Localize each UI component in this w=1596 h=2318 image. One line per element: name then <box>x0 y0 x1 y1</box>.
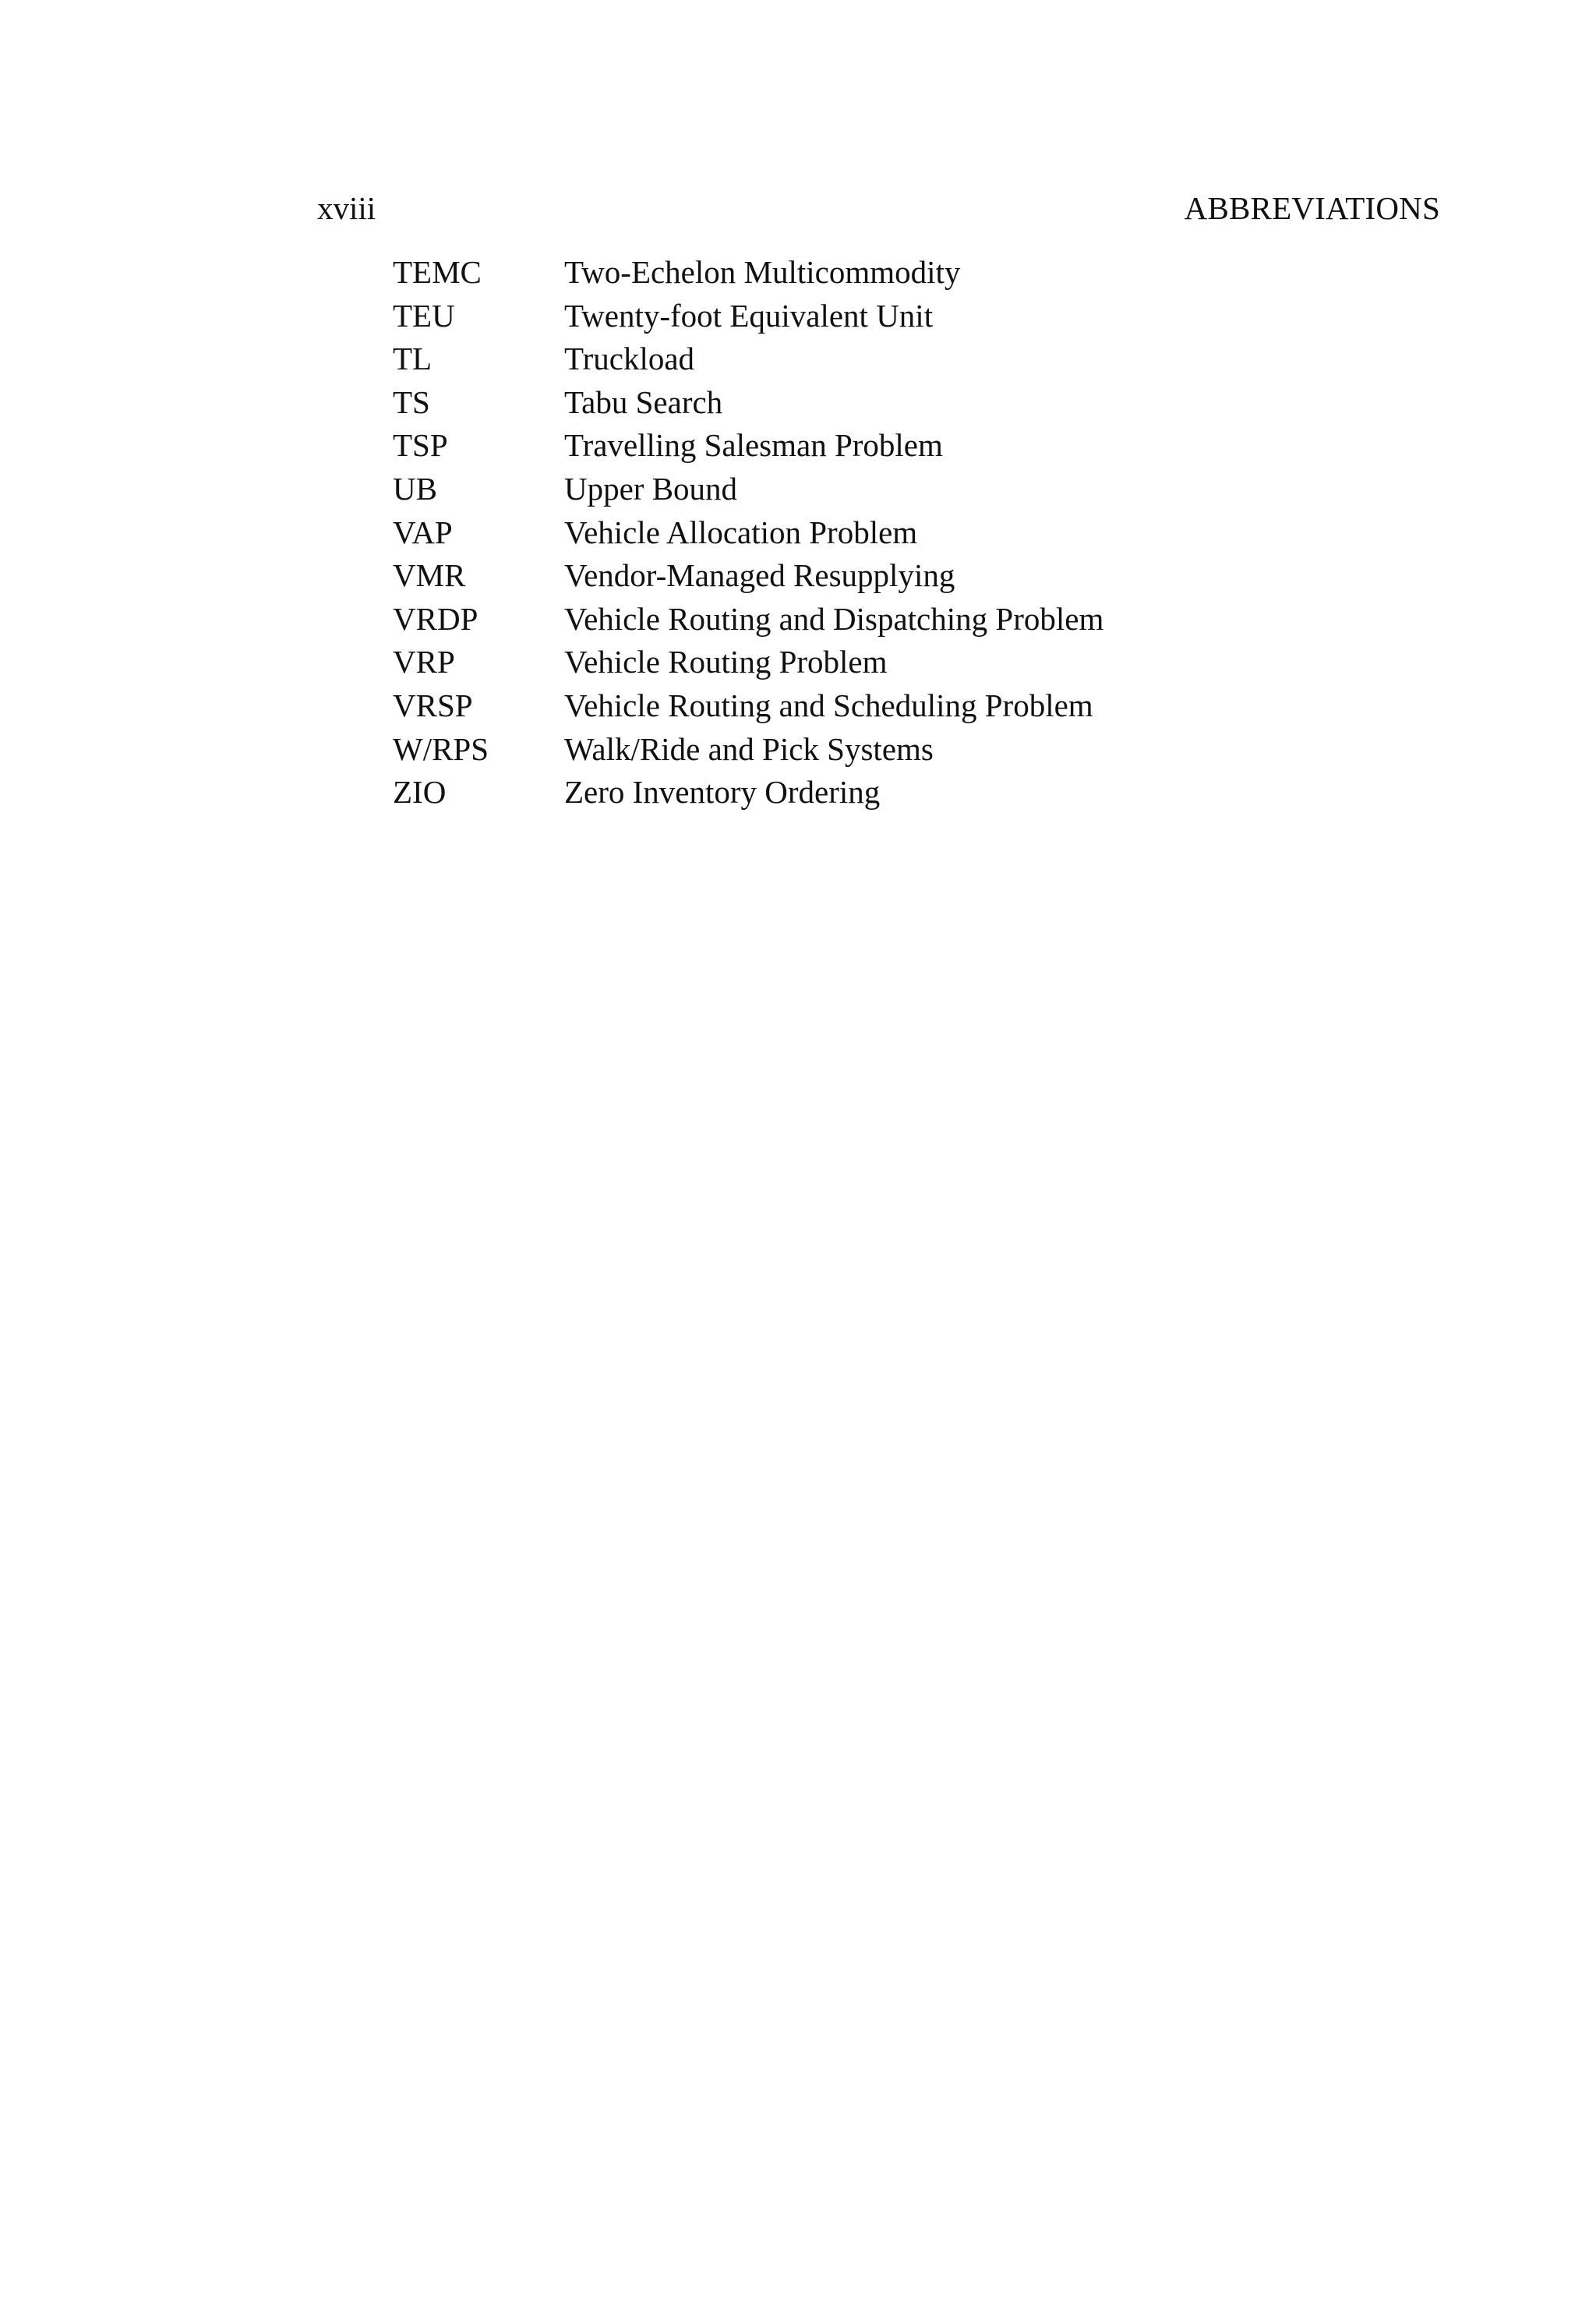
abbreviation-row <box>393 598 1250 641</box>
abbreviation-term: VRP <box>393 644 455 680</box>
abbreviation-term: ZIO <box>393 774 447 811</box>
abbreviation-definition: Zero Inventory Ordering <box>564 774 881 811</box>
abbreviation-list <box>393 251 1250 814</box>
abbreviation-term: UB <box>393 470 437 507</box>
abbreviation-definition: Travelling Salesman Problem <box>564 427 943 464</box>
page-number: xviii <box>317 190 376 226</box>
abbreviation-row <box>393 468 1250 511</box>
abbreviation-row <box>393 295 1250 338</box>
running-head <box>317 186 1440 231</box>
abbreviation-row <box>393 684 1250 728</box>
abbreviation-term: TEU <box>393 297 455 334</box>
abbreviation-term: TL <box>393 341 433 377</box>
abbreviation-term: VMR <box>393 557 466 594</box>
abbreviation-definition: Upper Bound <box>564 470 738 507</box>
abbreviation-row <box>393 251 1250 295</box>
abbreviation-row <box>393 511 1250 555</box>
abbreviation-definition: Vehicle Routing and Scheduling Problem <box>564 687 1093 723</box>
section-title: ABBREVIATIONS <box>1184 190 1440 226</box>
abbreviation-row <box>393 771 1250 814</box>
abbreviation-term: TS <box>393 383 430 420</box>
abbreviation-term: TSP <box>393 427 448 464</box>
abbreviation-row <box>393 554 1250 598</box>
abbreviation-term: VAP <box>393 514 453 550</box>
abbreviation-row <box>393 424 1250 468</box>
abbreviation-definition: Tabu Search <box>564 383 723 420</box>
abbreviation-definition: Two-Echelon Multicommodity <box>564 254 961 290</box>
abbreviation-row <box>393 337 1250 381</box>
abbreviation-definition: Vehicle Routing Problem <box>564 644 888 680</box>
abbreviation-term: TEMC <box>393 254 482 290</box>
abbreviation-row <box>393 641 1250 684</box>
abbreviation-term: VRSP <box>393 687 473 723</box>
abbreviation-definition: Truckload <box>564 341 695 377</box>
abbreviation-definition: Vehicle Routing and Dispatching Problem <box>564 600 1104 637</box>
abbreviation-definition: Walk/Ride and Pick Systems <box>564 730 934 767</box>
abbreviation-definition: Vendor-Managed Resupplying <box>564 557 955 594</box>
abbreviation-row <box>393 728 1250 772</box>
abbreviation-term: W/RPS <box>393 730 489 767</box>
abbreviation-definition: Twenty-foot Equivalent Unit <box>564 297 934 334</box>
abbreviation-row <box>393 381 1250 425</box>
abbreviation-definition: Vehicle Allocation Problem <box>564 514 918 550</box>
abbreviation-term: VRDP <box>393 600 478 637</box>
